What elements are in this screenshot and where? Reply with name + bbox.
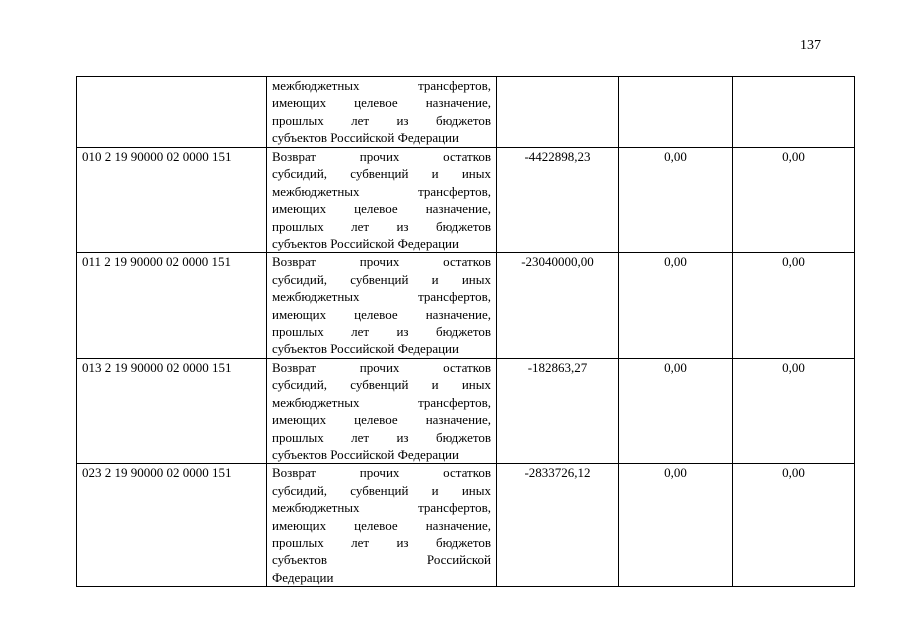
- value-cell-2: 0,00: [619, 464, 733, 587]
- value-cell-3: 0,00: [733, 464, 855, 587]
- budget-code-cell: 013 2 19 90000 02 0000 151: [77, 358, 267, 463]
- value-cell-2: 0,00: [619, 253, 733, 358]
- description-line: Возврат прочих остатков: [272, 254, 491, 270]
- budget-code-cell: 011 2 19 90000 02 0000 151: [77, 253, 267, 358]
- description-line: имеющих целевое назначение,: [272, 306, 491, 322]
- description-line: прошлых лет из бюджетов: [272, 429, 491, 445]
- value-cell-3: 0,00: [733, 358, 855, 463]
- description-line: имеющих целевое назначение,: [272, 517, 491, 533]
- description-cell: [267, 358, 497, 463]
- description-line: субсидий, субвенций и иных: [272, 482, 491, 498]
- table-row: [77, 148, 855, 253]
- value-cell-1: -23040000,00: [497, 253, 619, 358]
- description-line: прошлых лет из бюджетов: [272, 112, 491, 128]
- description-line: прошлых лет из бюджетов: [272, 324, 491, 340]
- description-line: Возврат прочих остатков: [272, 149, 491, 164]
- description-line: Возврат прочих остатков: [272, 359, 491, 375]
- budget-code-cell: 023 2 19 90000 02 0000 151: [77, 464, 267, 587]
- value-cell-2: 0,00: [619, 148, 733, 253]
- description-line: Федерации: [272, 569, 334, 585]
- description-cell: [267, 77, 497, 148]
- description-line: межбюджетных трансфертов,: [272, 78, 491, 93]
- description-line: субъектов Российской Федерации: [272, 341, 459, 357]
- table-row: [77, 358, 855, 463]
- budget-table: [76, 76, 855, 587]
- description-line: субъектов Российской Федерации: [272, 446, 459, 462]
- description-cell: [267, 148, 497, 253]
- table-row: [77, 464, 855, 587]
- value-cell-3: 0,00: [733, 148, 855, 253]
- description-line: прошлых лет из бюджетов: [272, 534, 491, 550]
- value-cell-1: -182863,27: [497, 358, 619, 463]
- description-line: межбюджетных трансфертов,: [272, 289, 491, 305]
- value-cell-1: -2833726,12: [497, 464, 619, 587]
- value-cell-3: 0,00: [733, 253, 855, 358]
- description-line: субсидий, субвенций и иных: [272, 166, 491, 182]
- description-line: субъектов Российской Федерации: [272, 236, 459, 252]
- budget-code-cell: [77, 77, 267, 148]
- description-line: имеющих целевое назначение,: [272, 95, 491, 111]
- description-line: субъектов Российской: [272, 552, 491, 568]
- value-cell-2: 0,00: [619, 358, 733, 463]
- table-row: [77, 253, 855, 358]
- description-line: межбюджетных трансфертов,: [272, 394, 491, 410]
- description-line: субсидий, субвенций и иных: [272, 271, 491, 287]
- description-line: субсидий, субвенций и иных: [272, 377, 491, 393]
- table-row: [77, 77, 855, 148]
- value-cell-1: -4422898,23: [497, 148, 619, 253]
- description-line: субъектов Российской Федерации: [272, 130, 459, 146]
- value-cell-1: [497, 77, 619, 148]
- description-line: Возврат прочих остатков: [272, 465, 491, 481]
- budget-code-cell: 010 2 19 90000 02 0000 151: [77, 148, 267, 253]
- description-line: межбюджетных трансфертов,: [272, 500, 491, 516]
- description-cell: [267, 464, 497, 587]
- description-line: имеющих целевое назначение,: [272, 412, 491, 428]
- description-line: имеющих целевое назначение,: [272, 201, 491, 217]
- description-line: межбюджетных трансфертов,: [272, 183, 491, 199]
- page-number: 137: [800, 38, 821, 53]
- value-cell-3: [733, 77, 855, 148]
- value-cell-2: [619, 77, 733, 148]
- description-line: прошлых лет из бюджетов: [272, 218, 491, 234]
- description-cell: [267, 253, 497, 358]
